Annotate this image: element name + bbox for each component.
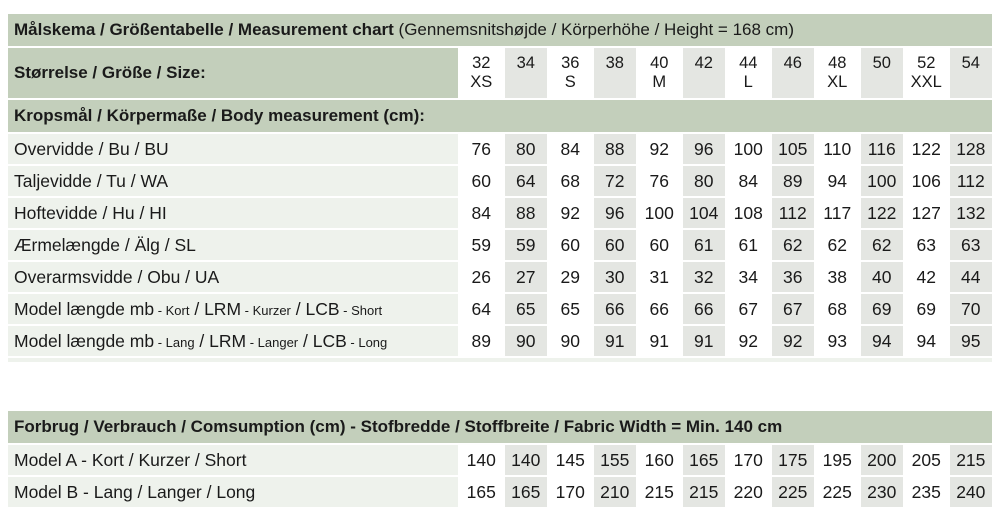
value-cell: 225 [815,476,860,508]
value-cell: 93 [815,325,860,357]
value-cell: 170 [548,476,593,508]
size-letter: M [652,73,667,91]
value-cell: 205 [904,444,949,476]
value-cell: 88 [593,133,638,165]
value-cell: 66 [682,293,727,325]
size-cell [459,47,504,99]
value-cell: 165 [682,444,727,476]
measurement-title-row [7,13,993,47]
value-cell: 145 [548,444,593,476]
row-label-part: - Lang [154,334,195,350]
table-end-strip [7,357,993,363]
size-letter: XS [470,73,493,91]
row-label-part: - Short [339,302,383,318]
value-cell: 90 [548,325,593,357]
value-cell: 100 [860,165,905,197]
value-cell: 155 [593,444,638,476]
value-cell: 38 [815,261,860,293]
value-cell: 95 [949,325,994,357]
value-cell: 67 [726,293,771,325]
size-letter: S [564,73,576,91]
value-cell: 94 [860,325,905,357]
size-cell [949,47,994,99]
row-label [7,293,459,325]
value-cell: 34 [726,261,771,293]
size-number: 54 [961,54,980,72]
size-cell [904,47,949,99]
size-letter [683,73,726,92]
table-row [7,197,993,229]
value-cell: 60 [548,229,593,261]
value-cell: 140 [459,444,504,476]
row-label: Model B - Lang / Langer / Long [7,476,459,508]
value-cell: 64 [504,165,549,197]
measurement-title-bold: Målskema / Größentabelle / Measurement chart [14,20,394,39]
row-label-part: / LCB [290,298,340,319]
value-cell: 60 [459,165,504,197]
value-cell: 128 [949,133,994,165]
value-cell: 84 [459,197,504,229]
size-number: 42 [694,54,713,72]
size-number: 32 [472,54,491,72]
value-cell: 59 [459,229,504,261]
size-letter: L [743,73,753,91]
value-cell: 91 [637,325,682,357]
value-cell: 68 [548,165,593,197]
value-cell: 96 [593,197,638,229]
value-cell: 36 [771,261,816,293]
size-cell [548,47,593,99]
size-number: 36 [561,54,580,72]
size-number: 50 [872,54,891,72]
value-cell: 92 [548,197,593,229]
size-cell [771,47,816,99]
value-cell: 30 [593,261,638,293]
value-cell: 26 [459,261,504,293]
value-cell: 65 [504,293,549,325]
value-cell: 92 [637,133,682,165]
size-number: 48 [828,54,847,72]
size-label: Størrelse / Größe / Size: [7,47,459,99]
size-cell [504,47,549,99]
size-cell [593,47,638,99]
size-cell [860,47,905,99]
row-label: Taljevidde / Tu / WA [7,165,459,197]
value-cell: 165 [504,476,549,508]
value-cell: 230 [860,476,905,508]
value-cell: 200 [860,444,905,476]
size-letter: XXL [910,73,942,91]
value-cell: 92 [771,325,816,357]
value-cell: 220 [726,476,771,508]
row-label: Overarmsvidde / Obu / UA [7,261,459,293]
value-cell: 64 [459,293,504,325]
value-cell: 60 [593,229,638,261]
size-cell [637,47,682,99]
value-cell: 112 [771,197,816,229]
table-row [7,133,993,165]
size-number: 44 [739,54,758,72]
value-cell: 42 [904,261,949,293]
value-cell: 105 [771,133,816,165]
value-cell: 112 [949,165,994,197]
value-cell: 80 [504,133,549,165]
value-cell: 66 [593,293,638,325]
size-cell [726,47,771,99]
value-cell: 110 [815,133,860,165]
row-label: Overvidde / Bu / BU [7,133,459,165]
row-label-part: / LCB [298,330,347,351]
value-cell: 116 [860,133,905,165]
value-cell: 72 [593,165,638,197]
value-cell: 80 [682,165,727,197]
value-cell: 69 [860,293,905,325]
value-cell: 59 [504,229,549,261]
value-cell: 175 [771,444,816,476]
value-cell: 240 [949,476,994,508]
value-cell: 29 [548,261,593,293]
value-cell: 132 [949,197,994,229]
value-cell: 40 [860,261,905,293]
size-number: 40 [650,54,669,72]
row-label: Model A - Kort / Kurzer / Short [7,444,459,476]
size-cell [682,47,727,99]
value-cell: 94 [815,165,860,197]
row-label-part: - Langer [246,334,299,350]
value-cell: 89 [459,325,504,357]
row-label-part: / LRM [189,298,242,319]
value-cell: 61 [682,229,727,261]
value-cell: 215 [637,476,682,508]
value-cell: 122 [860,197,905,229]
value-cell: 89 [771,165,816,197]
table-row [7,325,993,357]
row-label-part: - Long [346,334,388,350]
value-cell: 106 [904,165,949,197]
size-number: 34 [516,54,535,72]
value-cell: 90 [504,325,549,357]
value-cell: 69 [904,293,949,325]
table-row [7,229,993,261]
table-row [7,444,993,476]
value-cell: 32 [682,261,727,293]
value-cell: 62 [860,229,905,261]
row-label: Ærmelængde / Älg / SL [7,229,459,261]
row-label-part: Model længde mb [14,298,155,319]
value-cell: 225 [771,476,816,508]
size-letter: XL [827,73,848,91]
value-cell: 63 [949,229,994,261]
value-cell: 84 [726,165,771,197]
value-cell: 108 [726,197,771,229]
value-cell: 76 [459,133,504,165]
value-cell: 88 [504,197,549,229]
row-label-part: / LRM [194,330,247,351]
value-cell: 94 [904,325,949,357]
size-letter [594,73,637,92]
consumption-table [6,409,994,509]
value-cell: 61 [726,229,771,261]
table-row [7,293,993,325]
row-label [7,325,459,357]
value-cell: 31 [637,261,682,293]
value-cell: 215 [949,444,994,476]
value-cell: 92 [726,325,771,357]
value-cell: 104 [682,197,727,229]
value-cell: 127 [904,197,949,229]
value-cell: 60 [637,229,682,261]
value-cell: 62 [771,229,816,261]
value-cell: 65 [548,293,593,325]
value-cell: 215 [682,476,727,508]
value-cell: 62 [815,229,860,261]
table-row [7,165,993,197]
size-letter [505,73,548,92]
body-heading: Kropsmål / Körpermaße / Body measurement (cm): [7,99,993,133]
value-cell: 100 [726,133,771,165]
measurement-table [6,12,994,364]
size-letter [950,73,993,92]
value-cell: 76 [637,165,682,197]
value-cell: 84 [548,133,593,165]
value-cell: 68 [815,293,860,325]
value-cell: 140 [504,444,549,476]
value-cell: 235 [904,476,949,508]
value-cell: 70 [949,293,994,325]
size-letter [772,73,815,92]
value-cell: 117 [815,197,860,229]
body-heading-row [7,99,993,133]
value-cell: 91 [593,325,638,357]
row-label-part: - Kort [154,302,190,318]
value-cell: 66 [637,293,682,325]
value-cell: 160 [637,444,682,476]
consumption-title: Forbrug / Verbrauch / Comsumption (cm) - Stofbredde / Stoffbreite / Fabric Width = Min. 140 cm [7,410,993,444]
value-cell: 67 [771,293,816,325]
size-number: 52 [917,54,936,72]
size-cell [815,47,860,99]
row-label-part: Model længde mb [14,330,155,351]
row-label: Hoftevidde / Hu / HI [7,197,459,229]
value-cell: 27 [504,261,549,293]
value-cell: 195 [815,444,860,476]
value-cell: 63 [904,229,949,261]
consumption-title-row [7,410,993,444]
value-cell: 210 [593,476,638,508]
table-end-cell [7,357,993,363]
size-number: 46 [783,54,802,72]
table-row [7,261,993,293]
size-number: 38 [605,54,624,72]
table-row [7,476,993,508]
value-cell: 170 [726,444,771,476]
value-cell: 44 [949,261,994,293]
size-letter [861,73,904,92]
value-cell: 100 [637,197,682,229]
size-row [7,47,993,99]
row-label-part: - Kurzer [241,302,291,318]
measurement-title [7,13,993,47]
measurement-title-sub: (Gennemsnitshøjde / Körperhöhe / Height = 168 cm) [393,20,794,39]
value-cell: 165 [459,476,504,508]
value-cell: 91 [682,325,727,357]
value-cell: 96 [682,133,727,165]
value-cell: 122 [904,133,949,165]
